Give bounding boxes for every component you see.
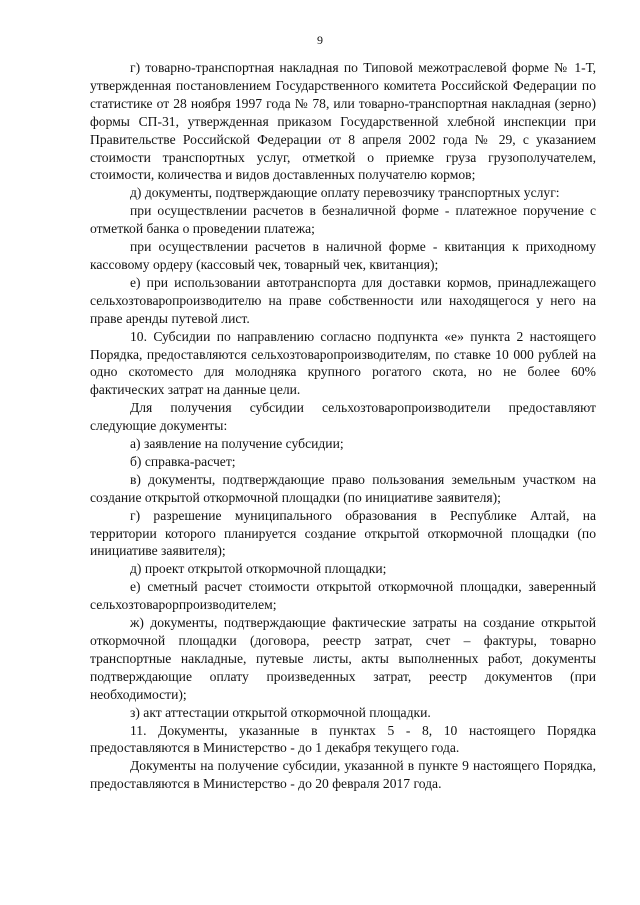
paragraph-cash-payment: при осуществлении расчетов в наличной форме - квитанция к приходному кассовому ордеру (кассовый чек, товарный чек, квитанция); bbox=[90, 239, 596, 272]
paragraph-clause-10: 10. Субсидии по направлению согласно подпункта «е» пункта 2 настоящего Порядка, предоставляются сельхозтоваропроизводителям, по ставке 10 000 рублей на одно скотоместо для молодняка крупного рогатого скота, но не более 60% фактических затрат на данные цели. bbox=[90, 328, 596, 398]
paragraph-cashless-payment: при осуществлении расчетов в безналичной форме - платежное поручение с отметкой банка о проведении платежа; bbox=[90, 203, 596, 237]
paragraph-documents-intro: Для получения субсидии сельхозтоваропроизводители предоставляют следующие документы: bbox=[90, 400, 596, 434]
paragraph-item-b: б) справка-расчет; bbox=[130, 453, 236, 469]
paragraph-own-transport: е) при использовании автотранспорта для доставки кормов, принадлежащего сельхозтоваропроизводителю на праве собственности или находящегося у него на праве аренды путевой лист. bbox=[90, 274, 596, 326]
paragraph-item-e: е) сметный расчет стоимости открытой откормочной площадки, заверенный сельхозтоварорпроизводителем; bbox=[90, 579, 596, 613]
paragraph-item-z: з) акт аттестации открытой откормочной площадки. bbox=[130, 704, 431, 720]
paragraph-item-g: г) разрешение муниципального образования в Республике Алтай, на территории которого планируется создание открытой откормочной площадки (по инициативе заявителя); bbox=[90, 507, 596, 559]
paragraph-transport-waybill: г) товарно-транспортная накладная по Типовой межотраслевой форме № 1-Т, утвержденная постановлением Государственного комитета Российской Федерации по статистике от 28 ноября 1997 года № 78, или товарно-транспортная накладная (зерно) формы СП-31, утвержденная приказом Государственной хлебной инспекции при Правительстве Российской Федерации от 8 апреля 2002 года № 29, с указанием стоимости транспортных услуг, отметкой о приемке груза грузополучателем, стоимости, количества и видов доставленных получателю кормов; bbox=[90, 60, 596, 183]
paragraph-item-zh: ж) документы, подтверждающие фактические затраты на создание открытой откормочной площадки (договора, реестр затрат, счет – фактуры, товарно транспортные накладные, путевые листы, акты выполненных работ, документы подтверждающие оплату произведенных затрат, реестр документов (при необходимости); bbox=[90, 615, 596, 702]
paragraph-payment-documents: д) документы, подтверждающие оплату перевозчику транспортных услуг: bbox=[130, 185, 560, 201]
paragraph-clause-11: 11. Документы, указанные в пунктах 5 - 8, 10 настоящего Порядка предоставляются в Министерство - до 1 декабря текущего года. bbox=[90, 722, 596, 756]
paragraph-item-a: а) заявление на получение субсидии; bbox=[130, 436, 344, 452]
paragraph-item-d: д) проект открытой откормочной площадки; bbox=[130, 561, 387, 577]
page-number: 9 bbox=[317, 33, 323, 47]
document-body bbox=[90, 59, 596, 793]
paragraph-deadline-subsidy: Документы на получение субсидии, указанной в пункте 9 настоящего Порядка, предоставляются в Министерство - до 20 февраля 2017 года. bbox=[90, 758, 596, 792]
paragraph-item-v: в) документы, подтверждающие право пользования земельным участком на создание открытой откормочной площадки (по инициативе заявителя); bbox=[90, 471, 596, 505]
